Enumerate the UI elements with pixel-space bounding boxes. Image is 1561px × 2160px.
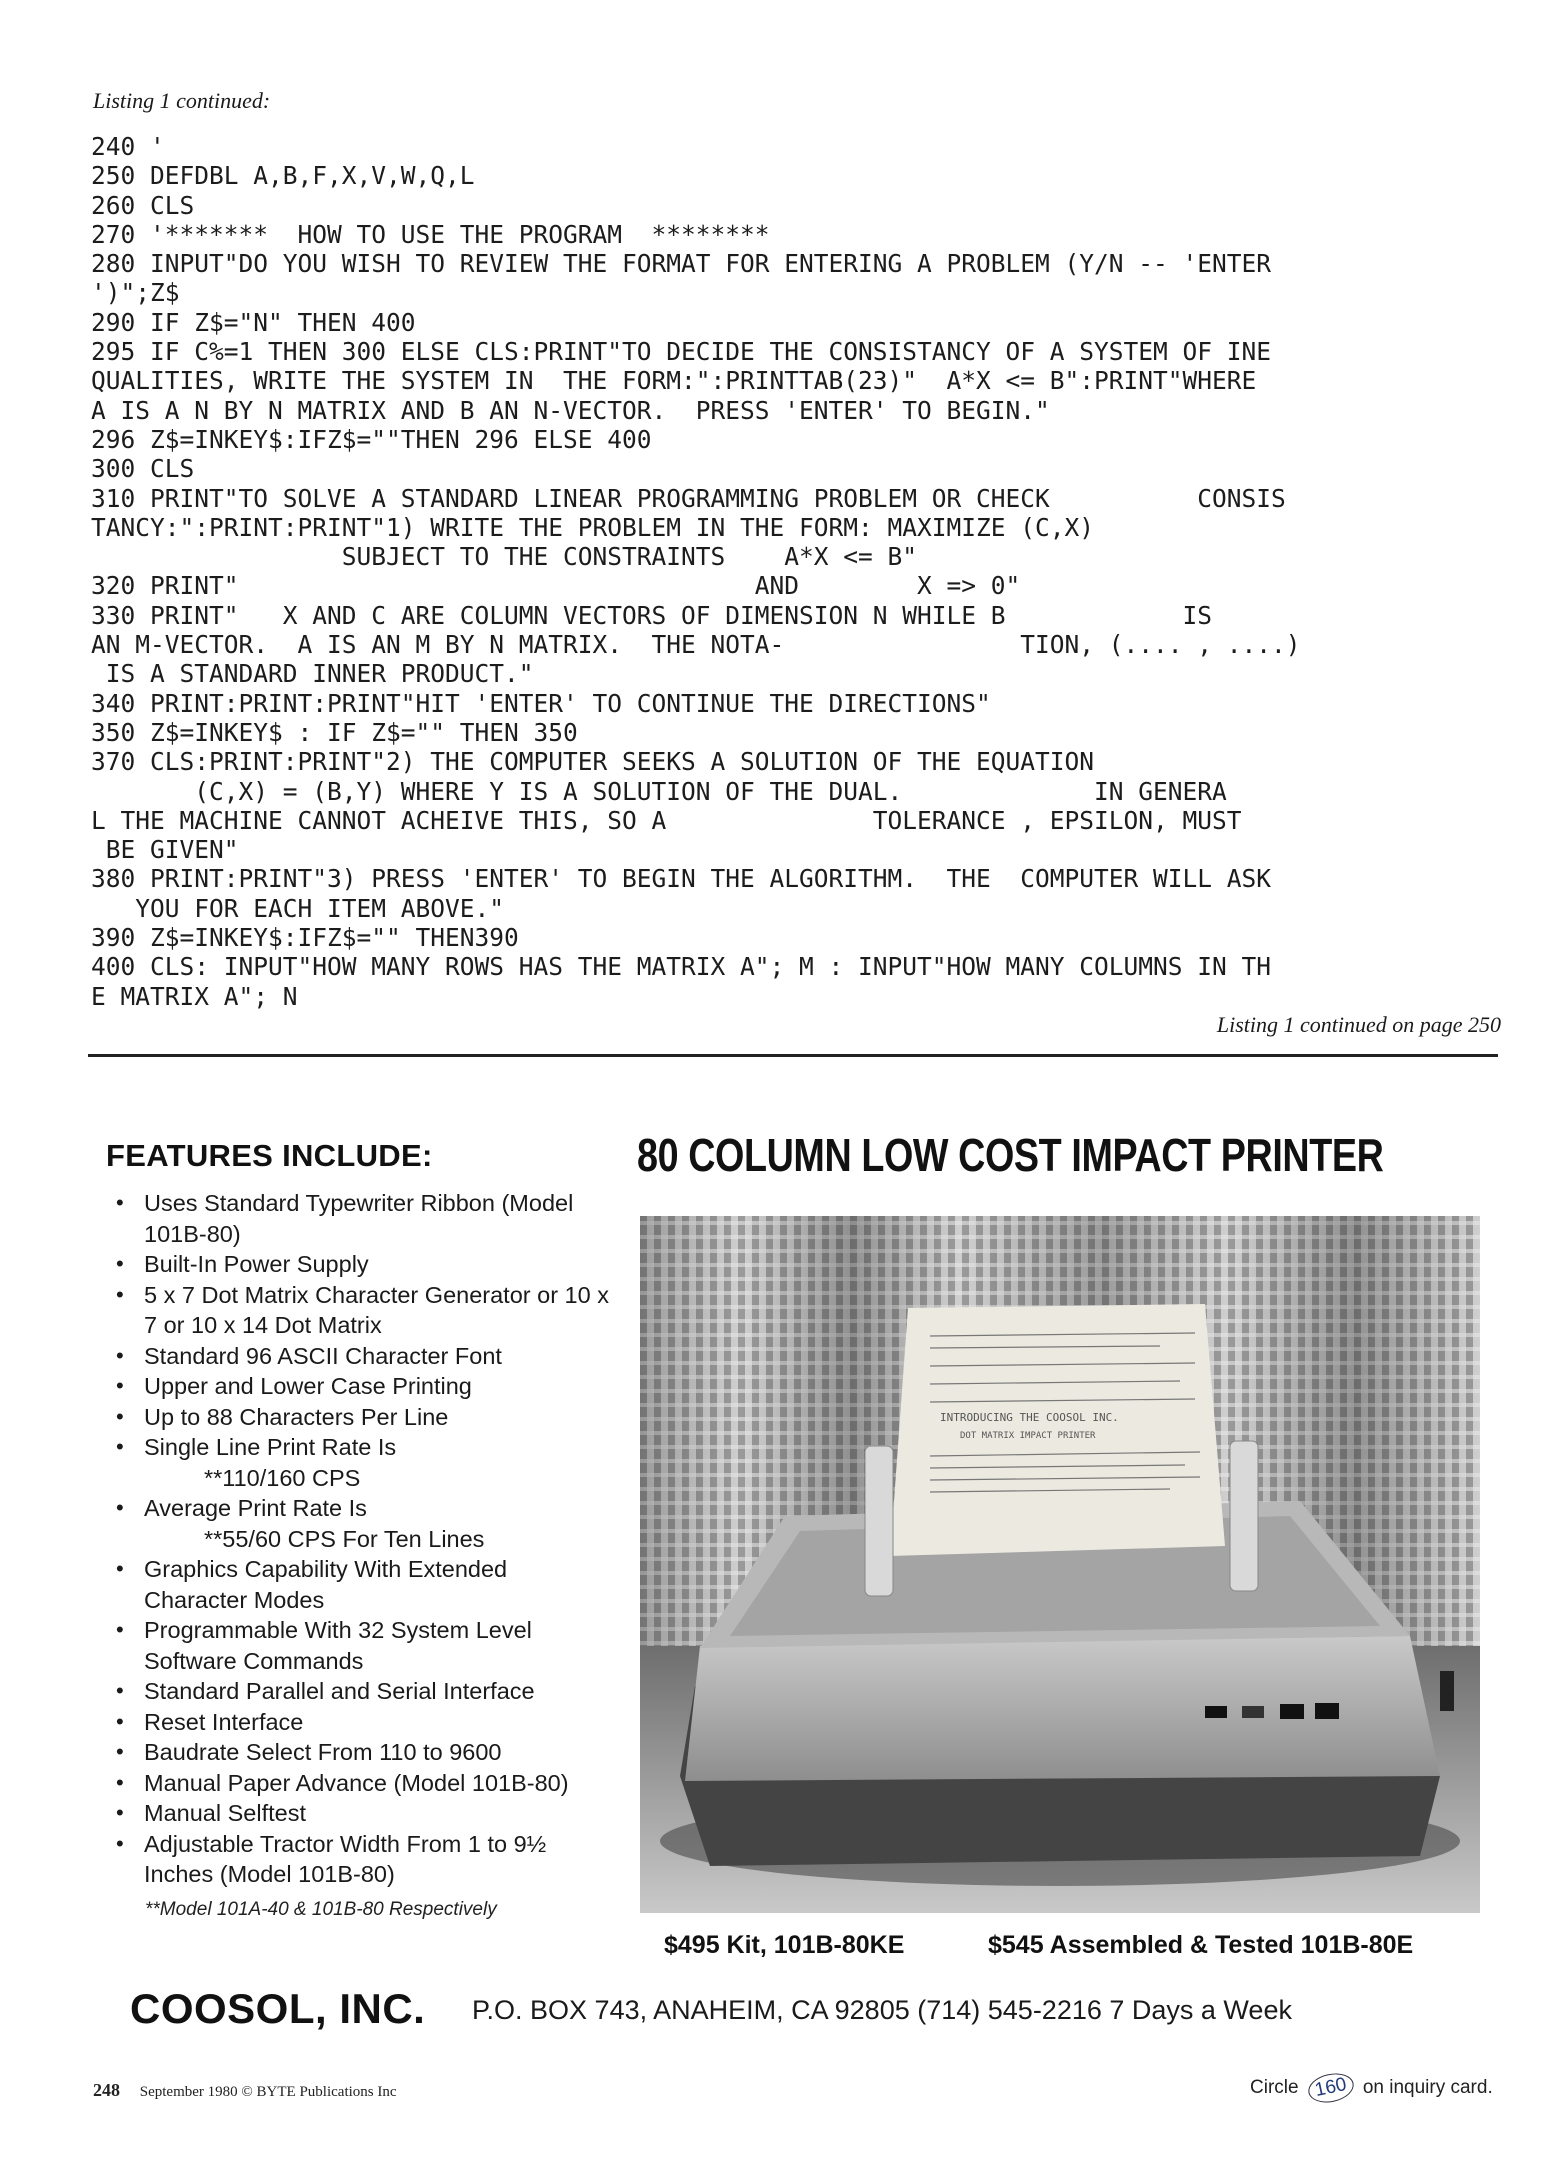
code-line: 260 CLS: [91, 190, 195, 220]
bullet-icon: •: [116, 1281, 124, 1307]
feature-item: [110, 1432, 610, 1493]
bullet-icon: •: [116, 1708, 124, 1734]
code-line: 390 Z$=INKEY$:IFZ$="" THEN390: [91, 923, 519, 953]
feature-text: Manual Selftest: [144, 1800, 306, 1826]
kit-price: $495 Kit, 101B-80KE: [664, 1931, 905, 1959]
bullet-icon: •: [116, 1403, 124, 1429]
code-line: TANCY:":PRINT:PRINT"1) WRITE THE PROBLEM IN THE FORM: MAXIMIZE (C,X): [91, 512, 1095, 542]
code-line: SUBJECT TO THE CONSTRAINTS A*X <= B": [91, 542, 918, 572]
code-line: 250 DEFDBL A,B,F,X,V,W,Q,L: [91, 161, 475, 191]
code-line: ')";Z$: [91, 278, 180, 308]
feature-text: Standard 96 ASCII Character Font: [144, 1342, 502, 1369]
company-address: P.O. BOX 743, ANAHEIM, CA 92805 (714) 545-2216 7 Days a Week: [472, 1995, 1292, 2025]
model-footnote: **Model 101A-40 & 101B-80 Respectively: [145, 1899, 497, 1920]
feature-item: [110, 1280, 610, 1341]
bullet-icon: •: [116, 1617, 124, 1642]
feature-text: Single Line Print Rate Is: [144, 1434, 397, 1460]
bullet-icon: •: [116, 1800, 124, 1825]
code-line: AN M-VECTOR. A IS AN M BY N MATRIX. THE NOTA- TION, (.... , ....): [91, 630, 1301, 660]
code-line: 310 PRINT"TO SOLVE A STANDARD LINEAR PROGRAMMING PROBLEM OR CHECK CONSIS: [91, 483, 1286, 513]
feature-item: [110, 1737, 610, 1768]
feature-text: Standard Parallel and Serial Interface: [144, 1678, 535, 1704]
feature-item: [110, 1829, 610, 1890]
paper-printout-line: INTRODUCING THE COOSOL INC.: [940, 1411, 1119, 1424]
bullet-icon: •: [116, 1190, 124, 1215]
code-line: 400 CLS: INPUT"HOW MANY ROWS HAS THE MATRIX A"; M : INPUT"HOW MANY COLUMNS IN TH: [91, 952, 1272, 982]
code-line: 296 Z$=INKEY$:IFZ$=""THEN 296 ELSE 400: [91, 424, 652, 454]
assembled-price: $545 Assembled & Tested 101B-80E: [988, 1931, 1414, 1959]
page-footer: [93, 2080, 397, 2101]
feature-item: [110, 1707, 610, 1738]
bullet-icon: •: [116, 1251, 124, 1276]
code-line: 330 PRINT" X AND C ARE COLUMN VECTORS OF DIMENSION N WHILE B IS: [91, 600, 1213, 630]
feature-text: Programmable With 32 System Level Software Commands: [144, 1617, 532, 1674]
printer-photo: [640, 1216, 1480, 1913]
feature-item: [110, 1249, 610, 1280]
code-line: 290 IF Z$="N" THEN 400: [91, 307, 416, 337]
code-line: 340 PRINT:PRINT:PRINT"HIT 'ENTER' TO CONTINUE THE DIRECTIONS": [91, 688, 991, 718]
code-line: YOU FOR EACH ITEM ABOVE.": [91, 893, 505, 923]
code-line: A IS A N BY N MATRIX AND B AN N-VECTOR. PRESS 'ENTER' TO BEGIN.": [91, 395, 1050, 425]
code-line: 280 INPUT"DO YOU WISH TO REVIEW THE FORMAT FOR ENTERING A PROBLEM (Y/N -- 'ENTER: [91, 249, 1272, 279]
inquiry-suffix: on inquiry card.: [1362, 2077, 1493, 2098]
feature-text: Manual Paper Advance (Model 101B-80): [144, 1769, 569, 1796]
code-line: 300 CLS: [91, 454, 195, 484]
page-number: 248: [93, 2080, 120, 2100]
feature-item: [110, 1615, 610, 1676]
listing-header: Listing 1 continued:: [93, 88, 271, 113]
bullet-icon: •: [116, 1556, 124, 1581]
feature-text: 5 x 7 Dot Matrix Character Generator or 10 x 7 or 10 x 14 Dot Matrix: [144, 1281, 609, 1338]
code-line: IS A STANDARD INNER PRODUCT.": [91, 659, 534, 689]
code-line: 320 PRINT" AND X => 0": [91, 571, 1021, 601]
bullet-icon: •: [116, 1342, 124, 1368]
paper-printout-line: DOT MATRIX IMPACT PRINTER: [960, 1431, 1096, 1441]
bullet-icon: •: [116, 1495, 124, 1520]
feature-item: [110, 1676, 610, 1707]
features-title: FEATURES INCLUDE:: [106, 1138, 433, 1173]
feature-item: [110, 1493, 610, 1554]
bullet-icon: •: [116, 1739, 124, 1764]
feature-text: Graphics Capability With Extended Character Modes: [144, 1556, 508, 1613]
code-line: L THE MACHINE CANNOT ACHEIVE THIS, SO A TOLERANCE , EPSILON, MUST: [91, 805, 1242, 835]
code-line: (C,X) = (B,Y) WHERE Y IS A SOLUTION OF THE DUAL. IN GENERA: [91, 776, 1227, 806]
section-divider: [88, 1054, 1498, 1057]
code-line: 270 '******* HOW TO USE THE PROGRAM ********: [91, 219, 770, 249]
inquiry-prefix: Circle: [1250, 2077, 1299, 2098]
code-line: 370 CLS:PRINT:PRINT"2) THE COMPUTER SEEKS A SOLUTION OF THE EQUATION: [91, 747, 1095, 777]
code-line: 240 ': [91, 132, 165, 161]
feature-item: [110, 1554, 610, 1615]
code-line: QUALITIES, WRITE THE SYSTEM IN THE FORM:":PRINTTAB(23)" A*X <= B":PRINT"WHERE: [91, 366, 1257, 396]
inquiry-note: [1250, 2074, 1493, 2102]
feature-text: Upper and Lower Case Printing: [144, 1373, 472, 1399]
feature-text: Built-In Power Supply: [144, 1251, 369, 1277]
code-line: BE GIVEN": [91, 835, 239, 865]
bullet-icon: •: [116, 1434, 124, 1459]
code-line: 380 PRINT:PRINT"3) PRESS 'ENTER' TO BEGIN THE ALGORITHM. THE COMPUTER WILL ASK: [91, 864, 1272, 894]
code-line: 350 Z$=INKEY$ : IF Z$="" THEN 350: [91, 717, 578, 747]
feature-text: Uses Standard Typewriter Ribbon (Model 101B-80): [144, 1190, 574, 1247]
feature-text: Reset Interface: [144, 1708, 304, 1735]
bullet-icon: •: [116, 1678, 124, 1703]
ad-headline: 80 COLUMN LOW COST IMPACT PRINTER: [637, 1129, 1384, 1181]
inquiry-number: 160: [1305, 2070, 1356, 2107]
bullet-icon: •: [116, 1830, 124, 1856]
feature-subtext: **55/60 CPS For Ten Lines: [204, 1525, 485, 1552]
bullet-icon: •: [116, 1769, 124, 1795]
listing-continuation-note: Listing 1 continued on page 250: [1216, 1012, 1501, 1037]
feature-subtext: **110/160 CPS: [204, 1464, 361, 1491]
feature-text: Up to 88 Characters Per Line: [144, 1403, 449, 1430]
company-name: COOSOL, INC.: [130, 1985, 426, 2032]
feature-item: [110, 1341, 610, 1372]
feature-text: Average Print Rate Is: [144, 1495, 367, 1521]
code-listing: [91, 132, 1511, 1011]
code-line: E MATRIX A"; N: [91, 981, 298, 1011]
features-list: [110, 1188, 610, 1890]
feature-item: [110, 1768, 610, 1799]
bullet-icon: •: [116, 1373, 124, 1398]
feature-item: [110, 1371, 610, 1402]
code-line: 295 IF C%=1 THEN 300 ELSE CLS:PRINT"TO DECIDE THE CONSISTANCY OF A SYSTEM OF INE: [91, 337, 1272, 367]
feature-item: [110, 1798, 610, 1829]
feature-item: [110, 1402, 610, 1433]
feature-text: Adjustable Tractor Width From 1 to 9½ Inches (Model 101B-80): [144, 1830, 547, 1887]
issue-line: September 1980 © BYTE Publications Inc: [139, 2084, 397, 2100]
feature-item: [110, 1188, 610, 1249]
feature-text: Baudrate Select From 110 to 9600: [144, 1739, 502, 1765]
